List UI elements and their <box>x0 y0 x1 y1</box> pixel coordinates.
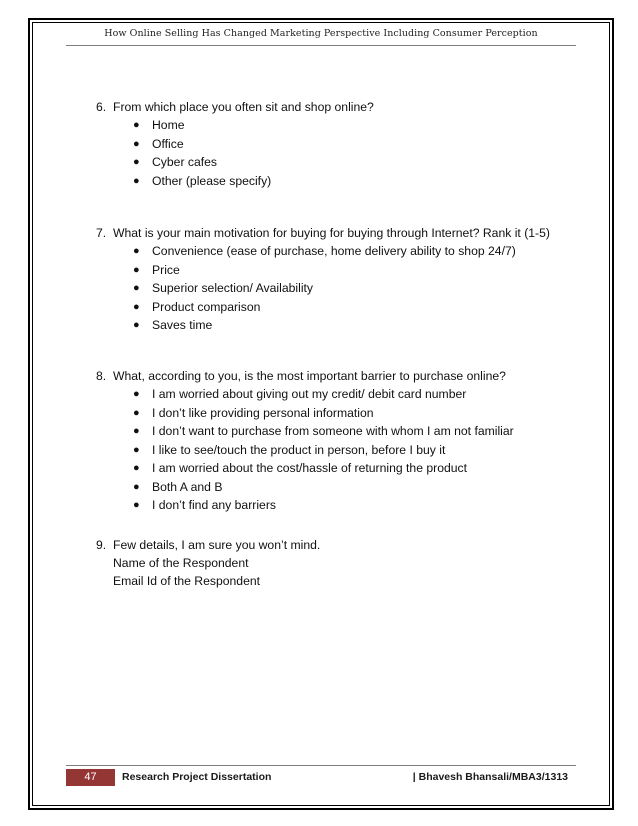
option-text: Saves time <box>152 318 213 332</box>
option-text: Superior selection/ Availability <box>152 281 314 295</box>
question-6-line <box>96 98 374 116</box>
options-list <box>96 116 374 190</box>
option-text: Product comparison <box>152 299 261 314</box>
question-text: Few details, I am sure you won’t mind. <box>113 538 321 552</box>
option-text: Other (please specify) <box>152 173 272 188</box>
question-number: 6. <box>96 100 107 114</box>
question-text: What is your main motivation for buying for buying through Internet? Rank it (1-5) <box>113 226 550 240</box>
question-text: What, according to you, is the most important barrier to purchase online? <box>113 369 506 383</box>
footer-author-id: | Bhavesh Bhansali/MBA3/1313 <box>412 771 568 783</box>
question-8-line <box>96 367 514 385</box>
page-number-badge: 47 <box>66 769 115 786</box>
bullet-icon: ● <box>133 119 140 131</box>
option-item <box>96 135 374 154</box>
option-item <box>96 242 550 261</box>
respondent-email-label: Email Id of the Respondent <box>113 574 261 588</box>
option-text: I like to see/touch the product in person, before I buy it <box>152 442 446 457</box>
option-text: I don’t want to purchase from someone with whom I am not familiar <box>152 424 514 438</box>
option-item <box>96 385 514 404</box>
option-text: I am worried about the cost/hassle of returning the product <box>152 461 468 475</box>
option-item <box>96 298 550 317</box>
option-item <box>96 441 514 460</box>
option-item <box>96 478 514 497</box>
option-item <box>96 261 550 280</box>
question-9 <box>96 536 320 590</box>
option-text: Home <box>152 118 185 132</box>
option-text: Office <box>152 136 184 151</box>
page-footer <box>66 769 576 786</box>
option-text: I don’t find any barriers <box>152 498 276 512</box>
bullet-icon: ● <box>133 425 140 437</box>
running-header: How Online Selling Has Changed Marketing Perspective Including Consumer Perception <box>104 28 538 39</box>
footer-document-title: Research Project Dissertation <box>122 771 272 783</box>
bullet-icon: ● <box>133 406 140 419</box>
question-text: From which place you often sit and shop online? <box>113 100 374 114</box>
option-item <box>96 116 374 135</box>
option-item <box>96 172 374 191</box>
option-item <box>96 459 514 478</box>
option-text: I don’t like providing personal information <box>152 405 374 420</box>
question-6 <box>96 98 374 190</box>
bullet-icon: ● <box>133 499 140 511</box>
option-item <box>96 279 550 298</box>
options-list <box>96 385 514 515</box>
question-number: 8. <box>96 369 107 383</box>
option-item <box>96 496 514 515</box>
question-number: 9. <box>96 538 107 552</box>
bullet-icon: ● <box>133 480 140 493</box>
bullet-icon: ● <box>133 443 140 456</box>
bullet-icon: ● <box>133 462 140 474</box>
option-text: Price <box>152 262 180 277</box>
option-text: Both A and B <box>152 479 223 494</box>
respondent-name-label: Name of the Respondent <box>113 556 249 570</box>
option-item <box>96 153 374 172</box>
question-7-line <box>96 224 550 242</box>
bullet-icon: ● <box>133 388 140 400</box>
option-text: Convenience (ease of purchase, home delivery ability to shop 24/7) <box>152 244 516 258</box>
question-7 <box>96 224 550 335</box>
question-number: 7. <box>96 226 107 240</box>
options-list <box>96 242 550 335</box>
bullet-icon: ● <box>133 245 140 257</box>
option-item <box>96 404 514 423</box>
option-text: I am worried about giving out my credit/ debit card number <box>152 387 467 401</box>
option-text: Cyber cafes <box>152 155 218 169</box>
option-item <box>96 422 514 441</box>
question-8 <box>96 367 514 515</box>
bullet-icon: ● <box>133 319 140 331</box>
bullet-icon: ● <box>133 137 140 150</box>
bullet-icon: ● <box>133 174 140 187</box>
bullet-icon: ● <box>133 156 140 168</box>
bullet-icon: ● <box>133 263 140 276</box>
footer-rule <box>66 765 576 766</box>
bullet-icon: ● <box>133 300 140 313</box>
bullet-icon: ● <box>133 282 140 294</box>
header-rule <box>66 45 576 46</box>
question-9-line <box>96 536 320 554</box>
option-item <box>96 316 550 335</box>
